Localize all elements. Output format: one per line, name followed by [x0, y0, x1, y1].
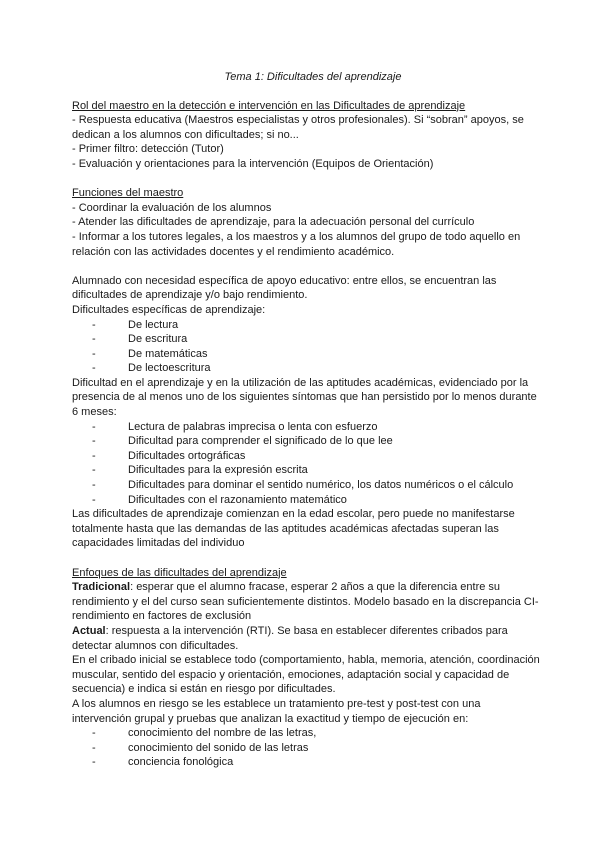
paragraph: - Coordinar la evaluación de los alumnos: [72, 201, 272, 214]
paragraph: En el cribado inicial se establece todo (comportamiento, habla, memoria, atención, coordinación muscular, sentido del espacio y orientación, emociones, adaptación social y capacidad de secuencia) e indica si están en riesgo por dificultades.: [72, 654, 540, 696]
paragraph: [72, 624, 540, 653]
paragraph: A los alumnos en riesgo se les establece un tratamiento pre-test y post-test con una intervención grupal y pruebas que analizan la exactitud y tiempo de ejecución en:: [72, 697, 481, 725]
list-item: - Lectura de palabras imprecisa o lenta con esfuerzo: [92, 420, 540, 435]
section-rol: [72, 99, 540, 172]
paragraph: - Primer filtro: detección (Tutor): [72, 143, 224, 156]
paragraph: Dificultades específicas de aprendizaje:: [72, 303, 266, 316]
section-alumnado: [72, 274, 540, 551]
list-item: - Dificultades para la expresión escrita: [92, 463, 540, 478]
spacer: [72, 172, 540, 187]
section-heading: Enfoques de las dificultades del aprendizaje: [72, 566, 287, 579]
page-title: Tema 1: Dificultades del aprendizaje: [224, 71, 402, 83]
list-item: - conocimiento del sonido de las letras: [92, 741, 540, 756]
section-enfoques: [72, 566, 540, 770]
dash-list: [72, 318, 540, 376]
section-heading: Funciones del maestro: [72, 187, 184, 200]
list-item: - De lectura: [92, 318, 540, 333]
list-item: - Dificultades con el razonamiento matemático: [92, 493, 540, 508]
paragraph: - Evaluación y orientaciones para la intervención (Equipos de Orientación): [72, 157, 434, 170]
paragraph: Las dificultades de aprendizaje comienzan en la edad escolar, pero puede no manifestarse totalmente hasta que las demandas de las aptitudes académicas afectadas superan las capacidades limitadas del individuo: [72, 508, 515, 550]
paragraph: Dificultad en el aprendizaje y en la utilización de las aptitudes académicas, evidenciado por la presencia de al menos uno de los siguientes síntomas que han persistido por lo menos durante 6 meses:: [72, 376, 537, 419]
list-item: - De escritura: [92, 332, 540, 347]
paragraph-text: : respuesta a la intervención (RTI). Se basa en establecer diferentes cribados para detectar alumnos con dificultades.: [72, 624, 508, 652]
list-item: - De matemáticas: [92, 347, 540, 362]
paragraph: - Informar a los tutores legales, a los maestros y a los alumnos del grupo de todo aquello en relación con las actividades docentes y el rendimiento académico.: [72, 230, 521, 258]
list-item: - conocimiento del nombre de las letras,: [92, 726, 540, 741]
bold-term: Tradicional: [72, 581, 131, 594]
list-item: - De lectoescritura: [92, 361, 540, 376]
paragraph: - Atender las dificultades de aprendizaje, para la adecuación personal del currículo: [72, 216, 475, 229]
paragraph: - Respuesta educativa (Maestros especialistas y otros profesionales). Si “sobran” apoyos, se dedican a los alumnos con dificultades; si no...: [72, 114, 524, 141]
section-funciones: [72, 186, 540, 259]
spacer: [72, 259, 540, 274]
list-item: - Dificultad para comprender el significado de lo que lee: [92, 434, 540, 449]
bold-term: Actual: [72, 624, 106, 637]
paragraph: [72, 580, 540, 624]
list-item: - conciencia fonológica: [92, 755, 540, 770]
list-item: - Dificultades ortográficas: [92, 449, 540, 464]
paragraph: Alumnado con necesidad específica de apoyo educativo: entre ellos, se encuentran las dificultades de aprendizaje y/o bajo rendimiento.: [72, 274, 497, 302]
paragraph-text: : esperar que el alumno fracase, esperar 2 años a que la diferencia entre su rendimiento y el del curso sean suficientemente distintos. Modelo basado en la discrepancia CI-rendimiento en factores de exclusión: [72, 581, 539, 623]
section-heading: Rol del maestro en la detección e intervención en las Dificultades de aprendizaje: [72, 99, 466, 112]
spacer: [72, 551, 540, 566]
dash-list: [72, 726, 540, 770]
dash-list: [72, 420, 540, 508]
list-item: - Dificultades para dominar el sentido numérico, los datos numéricos o el cálculo: [92, 478, 540, 493]
